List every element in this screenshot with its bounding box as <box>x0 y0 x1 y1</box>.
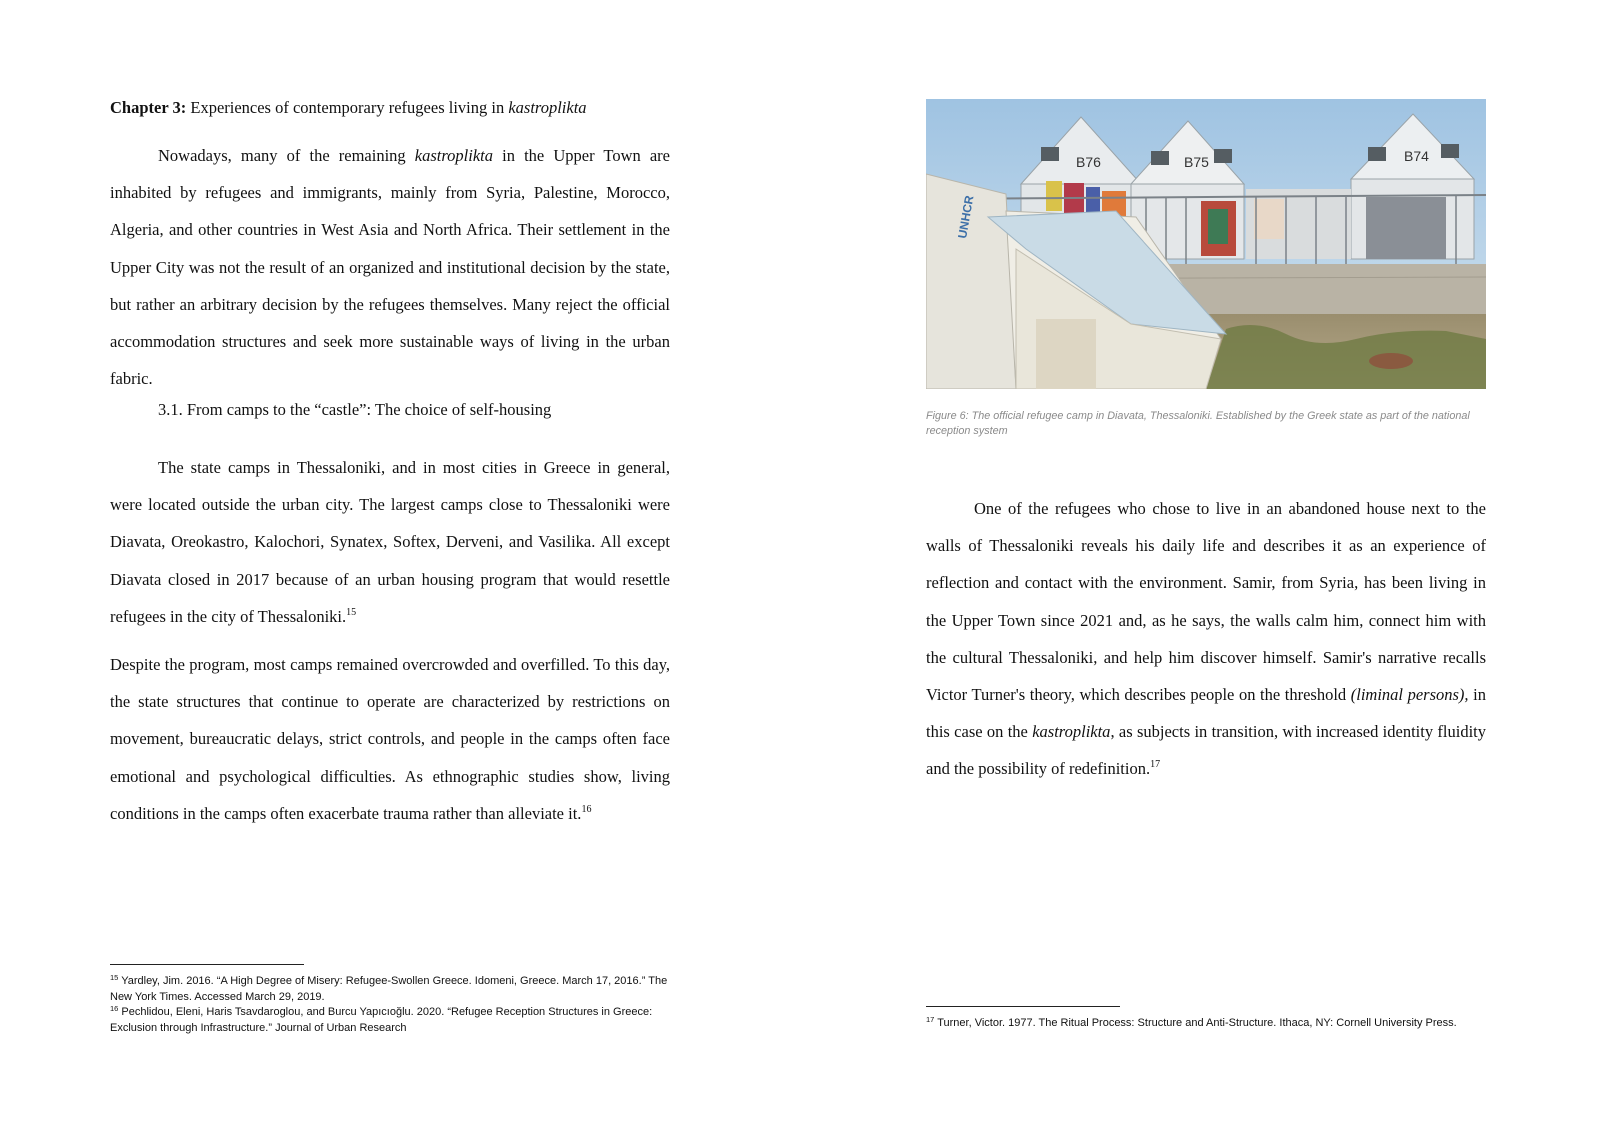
paragraph-state-camps <box>110 449 670 635</box>
unhcr-logo-text: UNHCR <box>955 194 977 240</box>
paragraph-state-camps-text: The state camps in Thessaloniki, and in most cities in Greece in general, were located outside the urban city. The largest camps close to Thessaloniki were Diavata, Oreokastro, Kalochori, Synatex, Softex, Derveni, and Vasilika. All except Diavata closed in 2017 because of an urban housing program that would resettle refugees in the city of Thessaloniki. <box>110 458 670 626</box>
footnote-17 <box>926 1016 1526 1032</box>
paragraph-samir-italic: (liminal persons), <box>1350 685 1469 705</box>
shelter-label-b76: B76 <box>1076 154 1101 170</box>
chapter-title <box>110 96 670 120</box>
paragraph-samir-text-1: One of the refugees who chose to live in an abandoned house next to the walls of Thessaloniki reveals his daily life and describes it as an experience of reflection and contact with the environment. Samir, from Syria, has been living in the Upper Town since 2021 and, as he says, the walls calm him, connect him with the cultural Thessaloniki, and help him discover himself. Samir's narrative recalls Victor Turner's theory, which describes people on the threshold <box>926 499 1486 705</box>
paragraph-intro-text-2: in the Upper Town are inhabited by refugees and immigrants, mainly from Syria, Palestine, Morocco, Algeria, and other countries in West Asia and North Africa. Their settlement in the Upper City was not the result of an organized and institutional decision by the state, but rather an arbitrary decision by the refugees themselves. Many reject the official accommodation structures and seek more sustainable ways of living in the urban fabric. <box>110 146 670 389</box>
footnote-text: Pechlidou, Eleni, Haris Tsavdaroglou, and Burcu Yapıcıoğlu. 2020. “Refugee Reception Structures in Greece: Exclusion through Infrastructure.” Journal of Urban Research <box>110 1006 653 1034</box>
paragraph-samir <box>926 490 1486 788</box>
chapter-label: Chapter 3: <box>110 98 187 117</box>
paragraph-intro-text-1: Nowadays, many of the remaining <box>158 146 415 165</box>
footnote-divider <box>110 964 304 965</box>
chapter-title-term: kastroplikta <box>508 98 587 117</box>
shelter-label-b74: B74 <box>1404 148 1429 164</box>
shelter-label-b75: B75 <box>1184 154 1209 170</box>
footnote-divider <box>926 1006 1120 1007</box>
paragraph-camp-conditions-text: Despite the program, most camps remained overcrowded and overfilled. To this day, the state structures that continue to operate are characterized by restrictions on movement, bureaucratic delays, strict controls, and people in the camps often face emotional and psychological difficulties. As ethnographic studies show, living conditions in the camps often exacerbate trauma rather than alleviate it. <box>110 655 670 823</box>
footnote-number: 16 <box>110 1004 119 1013</box>
paragraph-samir-text-2: in this case on the <box>926 685 1486 742</box>
footnote-15 <box>110 974 670 1005</box>
section-heading: 3.1. From camps to the “castle”: The choice of self-housing <box>158 400 552 419</box>
footnote-ref-16[interactable]: 16 <box>581 803 592 815</box>
paragraph-camp-conditions <box>110 646 670 832</box>
right-page <box>800 0 1600 1131</box>
figure-caption: Figure 6: The official refugee camp in Diavata, Thessaloniki. Established by the Greek state as part of the national reception system <box>926 410 1470 437</box>
paragraph-samir-term: kastroplikta <box>1032 722 1111 742</box>
footnote-ref-17[interactable]: 17 <box>1150 759 1161 771</box>
footnote-text: Yardley, Jim. 2016. “A High Degree of Misery: Refugee-Swollen Greece. Idomeni, Greece. March 17, 2016.” The New York Times. Accessed March 29, 2019. <box>110 975 668 1003</box>
footnote-ref-15[interactable]: 15 <box>346 606 357 618</box>
paragraph-samir-text-3: , as subjects in transition, with increased identity fluidity and the possibility of redefinition. <box>926 722 1487 779</box>
footnote-16 <box>110 1005 670 1036</box>
footnote-number: 17 <box>926 1015 935 1024</box>
refugee-camp-photo <box>926 99 1486 389</box>
footnote-number: 15 <box>110 973 119 982</box>
chapter-title-text: Experiences of contemporary refugees living in <box>186 98 509 117</box>
paragraph-intro-term: kastroplikta <box>414 146 494 165</box>
paragraph-intro <box>110 137 670 397</box>
footnote-text: Turner, Victor. 1977. The Ritual Process: Structure and Anti-Structure. Ithaca, NY: Cornell University Press. <box>937 1017 1457 1029</box>
